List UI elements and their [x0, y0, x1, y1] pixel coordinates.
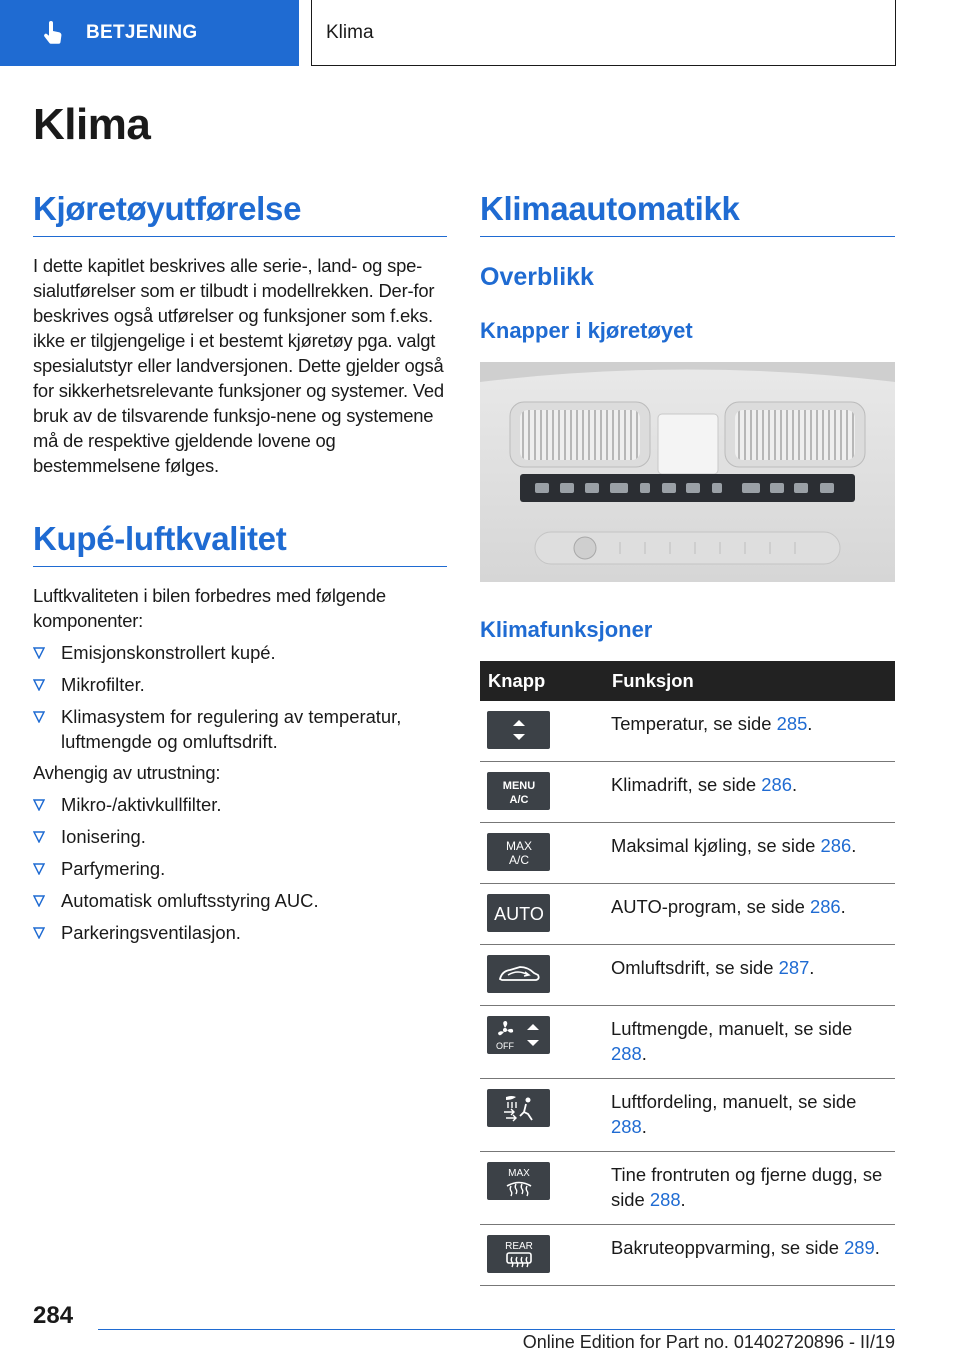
list-item: Ionisering. [33, 824, 447, 849]
optional-list [33, 792, 447, 945]
menu-ac-icon [487, 772, 550, 810]
triangle-bullet-icon [33, 799, 45, 811]
table-row: MAX Tine frontruten og fjerne dugg, se side 288. [480, 1152, 895, 1225]
air-distribution-icon [487, 1089, 550, 1127]
heading-auto-climate: Klimaautomatikk [480, 190, 895, 237]
triangle-bullet-icon [33, 831, 45, 843]
svg-text:MENU: MENU [502, 780, 535, 792]
chapter-tab[interactable] [0, 0, 299, 66]
list-item: Emisjonskonstrollert kupé. [33, 640, 447, 665]
list-item: Parfymering. [33, 856, 447, 881]
table-row: Omluftsdrift, se side 287. [480, 945, 895, 1006]
table-row: MAX A/C Maksimal kjøling, se side 286. [480, 823, 895, 884]
svg-text:OFF: OFF [495, 1041, 514, 1051]
air-quality-intro: Luftkvaliteten i bilen forbedres med følgende komponenter: [33, 585, 386, 631]
auto-icon [487, 894, 550, 932]
max-ac-icon [487, 833, 550, 871]
page-link[interactable]: 288 [611, 1043, 642, 1064]
table-row: AUTO AUTO-program, se side 286. [480, 884, 895, 945]
table-row: REAR Bakruteoppvarming, se side 289. [480, 1225, 895, 1286]
right-column [480, 190, 895, 1286]
equipment-dependent-text: Avhengig av utrustning: [33, 762, 221, 783]
heading-buttons-in-vehicle: Knapper i kjøretøyet [480, 318, 693, 343]
hand-pointer-icon [40, 20, 66, 46]
column-header-function: Funksjon [604, 661, 895, 701]
table-row: MENU A/C Klimadrift, se side 286. [480, 762, 895, 823]
list-item: Mikro-/aktivkullfilter. [33, 792, 447, 817]
svg-text:MAX: MAX [505, 839, 532, 853]
heading-vehicle-version: Kjøretøyutførelse [33, 190, 447, 237]
footer-divider [98, 1329, 895, 1330]
list-item: Parkeringsventilasjon. [33, 920, 447, 945]
svg-text:REAR: REAR [504, 1241, 533, 1252]
left-column [33, 190, 447, 945]
triangle-bullet-icon [33, 895, 45, 907]
page-link[interactable]: 286 [820, 835, 852, 856]
table-row: OFF Luftmengde, manuelt, se side 288. [480, 1006, 895, 1079]
list-item: Klimasystem for regulering av temperatur, luftmengde og omluftsdrift. [33, 704, 447, 754]
triangle-bullet-icon [33, 711, 45, 723]
triangle-bullet-icon [33, 647, 45, 659]
max-defrost-icon [487, 1162, 550, 1200]
heading-climate-functions: Klimafunksjoner [480, 617, 653, 642]
page-number: 284 [33, 1302, 74, 1329]
chapter-label: BETJENING [86, 22, 198, 43]
heading-overview: Overblikk [480, 263, 594, 291]
page-link[interactable]: 287 [778, 957, 810, 978]
page-link[interactable]: 288 [611, 1116, 642, 1137]
page-link[interactable]: 286 [761, 774, 792, 795]
triangle-bullet-icon [33, 927, 45, 939]
svg-text:MAX: MAX [507, 1168, 530, 1179]
temperature-arrows-icon [487, 711, 550, 749]
svg-text:A/C: A/C [509, 794, 528, 806]
recirculation-icon [487, 955, 550, 993]
component-list [33, 640, 447, 754]
column-header-button: Knapp [480, 661, 604, 701]
svg-text:AUTO: AUTO [493, 904, 544, 924]
fan-off-icon [487, 1016, 550, 1054]
page-link[interactable]: 288 [649, 1189, 681, 1210]
triangle-bullet-icon [33, 863, 45, 875]
page-link[interactable]: 285 [776, 713, 808, 734]
list-item: Mikrofilter. [33, 672, 447, 697]
rear-defrost-icon [487, 1235, 550, 1273]
section-label [311, 0, 896, 66]
vehicle-version-text: I dette kapitlet beskrives alle serie-, land- og spe-sialutførelser som er tilbudt i modellrekken. Der-for beskrives også utførelser og funksjoner som f.eks. ikke er tilgjengelige i et bestemt kjøretøy pga. valgt spesialutstyr eller landversjonen. Dette gjelder også for sikkerhetsrelevante funksjoner og systemer. Ved bruk av de tilsvarende funksjo-nene og systemene må de respektive gjeldende lovene og bestemmelsene følges. [33, 255, 444, 476]
table-header-row [480, 661, 895, 701]
footer-edition: Online Edition for Part no. 01402720896 - II/19 [522, 1332, 895, 1352]
table-row: Luftfordeling, manuelt, se side 288. [480, 1079, 895, 1152]
page-title: Klima [33, 100, 151, 149]
page-link[interactable]: 289 [844, 1237, 875, 1258]
climate-control-panel-photo [480, 362, 895, 582]
page-header [0, 0, 896, 66]
section-name: Klima [326, 21, 374, 43]
list-item: Automatisk omluftsstyring AUC. [33, 888, 447, 913]
climate-functions-table [480, 661, 895, 1286]
heading-cabin-air-quality: Kupé-luftkvalitet [33, 520, 447, 567]
triangle-bullet-icon [33, 679, 45, 691]
svg-text:A/C: A/C [508, 853, 529, 867]
page-link[interactable]: 286 [809, 896, 841, 917]
table-row: Temperatur, se side 285. [480, 701, 895, 762]
